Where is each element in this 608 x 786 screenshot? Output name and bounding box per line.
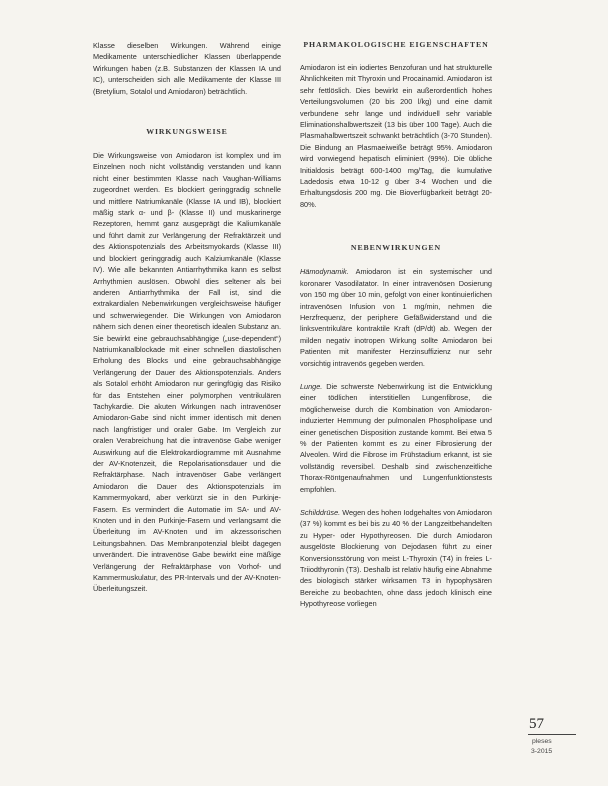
paragraph-gap	[300, 495, 492, 507]
journal-name: pleses	[532, 738, 552, 745]
journal-issue: 3-2015	[531, 748, 553, 755]
haemodynamik-paragraph	[300, 266, 492, 369]
schilddruese-lead: Schilddrüse.	[300, 508, 341, 517]
intro-paragraph: Klasse dieselben Wirkungen. Während einige Medikamente unterschiedlicher Klassen überlappende Wirkungen haben (z.B. Substanzen der Klassen IA und IC), unterscheiden sich alle Medikamente der Klasse III (Bretylium, Sotalol und Amiodaron) beträchtlich.	[93, 41, 281, 96]
left-column	[93, 40, 281, 595]
wirkungsweise-paragraph: Die Wirkungsweise von Amiodaron ist komplex und im Einzelnen noch nicht vollständig verstanden und kann nicht einer bestimmten Klasse nach Vaughan-Williams zugeordnet werden. Es blockiert geringgradig schnelle und mittlere Natriumkanäle (Klasse IA und IB), blockiert mäßig stark α- und β- (Klasse II) und muskarinerge Rezeptoren, hemmt ganz ausgeprägt die Kaliumkanäle und führt damit zur Verlängerung der Refraktärzeit und des Aktionspotenzials des Arbeitsmyokards (Klasse III) und blockiert geringgradig auch Kalziumkanäle (Klasse IV). Wie alle bekannten Antiarrhythmika kann es selbst Arrhythmien auslösen. Obwohl dies seltener als bei anderen Antiarrhythmika der Fall ist, sind die extrakardialen Nebenwirkungen vergleichsweise häufiger und schwerwiegender. Die Wirkungen von Amiodaron nähern sich denen einer theoretisch idealen Substanz an. Sie bewirkt eine gebrauchsabhängige („use-dependent“) Natriumkanalblockade mit einer schnellen diastolischen Erholung des Blocks und eine gebrauchsabhängige Verlängerung der Dauer des Aktionspotenzials. Anders als Sotalol erhöht Amiodaron nur geringfügig das Risiko für das Entstehen einer polymorphen ventrikulären Tachykardie. Die akuten Wirkungen nach intravenöser Amiodaron-Gabe sind nicht immer identisch mit denen nach langfristiger und oraler Gabe. Im Vergleich zur oralen Verabreichung hat die intravenöse Gabe weniger Auswirkung auf die Elektrokardiogramme mit Ausnahme der AV-Knotenzeit, die Repolarisationsdauer und die Refraktärphase. Nach intravenöser Gabe verlängert Amiodaron die Dauer des Aktionspotenzials im Kammermyokard, aber verkürzt sie in den Purkinje-Fasern. Es vermindert die Automatie im SA- und AV-Knoten und in den Purkinje-Fasern und verlangsamt die Überleitung im AV-Knoten und im akzessorischen Leitungsbahnen. Das Membranpotenzial bleibt dagegen unverändert. Die intravenöse Gabe bewirkt eine mäßige Verlängerung der Refraktärphase von Vorhof- und Kammermuskulatur, des PR-Intervals und der AV-Knoten-Überleitungszeit.	[93, 151, 281, 594]
section-heading-pharmakologische-eigenschaften: PHARMAKOLOGISCHE EIGENSCHAFTEN	[303, 40, 489, 49]
footer-rule	[528, 734, 576, 735]
pharmakologie-paragraph: Amiodaron ist ein iodiertes Benzofuran und hat strukturelle Ähnlichkeiten mit Thyroxin und Procainamid. Amiodaron ist sehr fettlöslich. Dies bewirkt ein außerordentlich hohes Verteilungsvolumen (20 bis 200 l/kg) und eine damit verbundene sehr lange und individuell sehr variable Eliminationshalbwertszeit (13 bis über 100 Tage). Auch die Plasmahalbwertszeit schwankt beträchtlich (3-70 Stunden). Die Bindung an Plasmaeiweiße beträgt 95%. Amiodaron wird vorwiegend hepatisch eliminiert (99%). Die übliche Initialdosis beträgt 600-1400 mg/Tag, die kumulative Ladedosis etwa 10-12 g über 3-4 Wochen und die Erhaltungsdosis 200 mg. Die Bioverfügbarkeit beträgt 20-80%.	[300, 63, 492, 209]
schilddruese-text: Wegen des hohen Iodgehaltes von Amiodaron (37 %) kommt es bei bis zu 40 % der Langzeitbehandelten zu Hyper- oder Hypothyreosen. Die durch Amiodaron ausgelöste Blockierung von Dejodasen führt zu einer Konversionsstörung von meist L-Thyroxin (T4) in freies L-Triiodthyronin (T3). Deshalb ist relativ häufig eine Abnahme des biologisch stärker wirksamen T3 in hypophysären Bereiche zu beobachten, ohne dass jedoch klinisch eine Hypothyreose vorliegen	[300, 508, 492, 609]
page-number: 57	[529, 716, 544, 732]
haemodynamik-text: Amiodaron ist ein systemischer und koronarer Vasodilatator. In einer intravenösen Dosierung von 150 mg über 10 min, gefolgt von einer kontinuierlichen intravenösen Infusion von 1 mg/min, nehmen die Herzfrequenz, der periphere Gefäßwiderstand und die linksventrikuläre kontraktile Kraft (dP/dt) ab. Wegen der milden negativ inotropen Wirkung sollte Amiodaron bei Patienten mit manifester Herzinsuffizienz nur sehr vorsichtig intravenös gegeben werden.	[300, 267, 492, 368]
section-heading-wirkungsweise: WIRKUNGSWEISE	[146, 127, 228, 137]
haemodynamik-lead: Hämodynamik.	[300, 267, 349, 277]
paragraph-gap	[300, 369, 492, 381]
schilddruese-paragraph	[300, 507, 492, 610]
lunge-lead: Lunge.	[300, 381, 323, 391]
lunge-text: Die schwerste Nebenwirkung ist die Entwicklung einer tödlichen interstitiellen Lungenfibrose, die möglicherweise durch die Kombination von Amiodaron-induzierter Hemmung der pulmonalen Phospholipase und einer genetischen Disposition zustande kommt. Bei etwa 5 % der Patienten kommt es zu einer Fibrosierung der Alveolen. Wird die Fibrose im Frühstadium erkannt, ist sie vollständig reversibel. Deshalb sind zwischenzeitliche Thorax-Röntgenaufnahmen und Lungenfunktionstests empfohlen.	[300, 381, 492, 494]
right-column	[300, 40, 492, 610]
section-heading-nebenwirkungen: NEBENWIRKUNGEN	[350, 243, 442, 253]
lunge-paragraph	[300, 381, 492, 495]
